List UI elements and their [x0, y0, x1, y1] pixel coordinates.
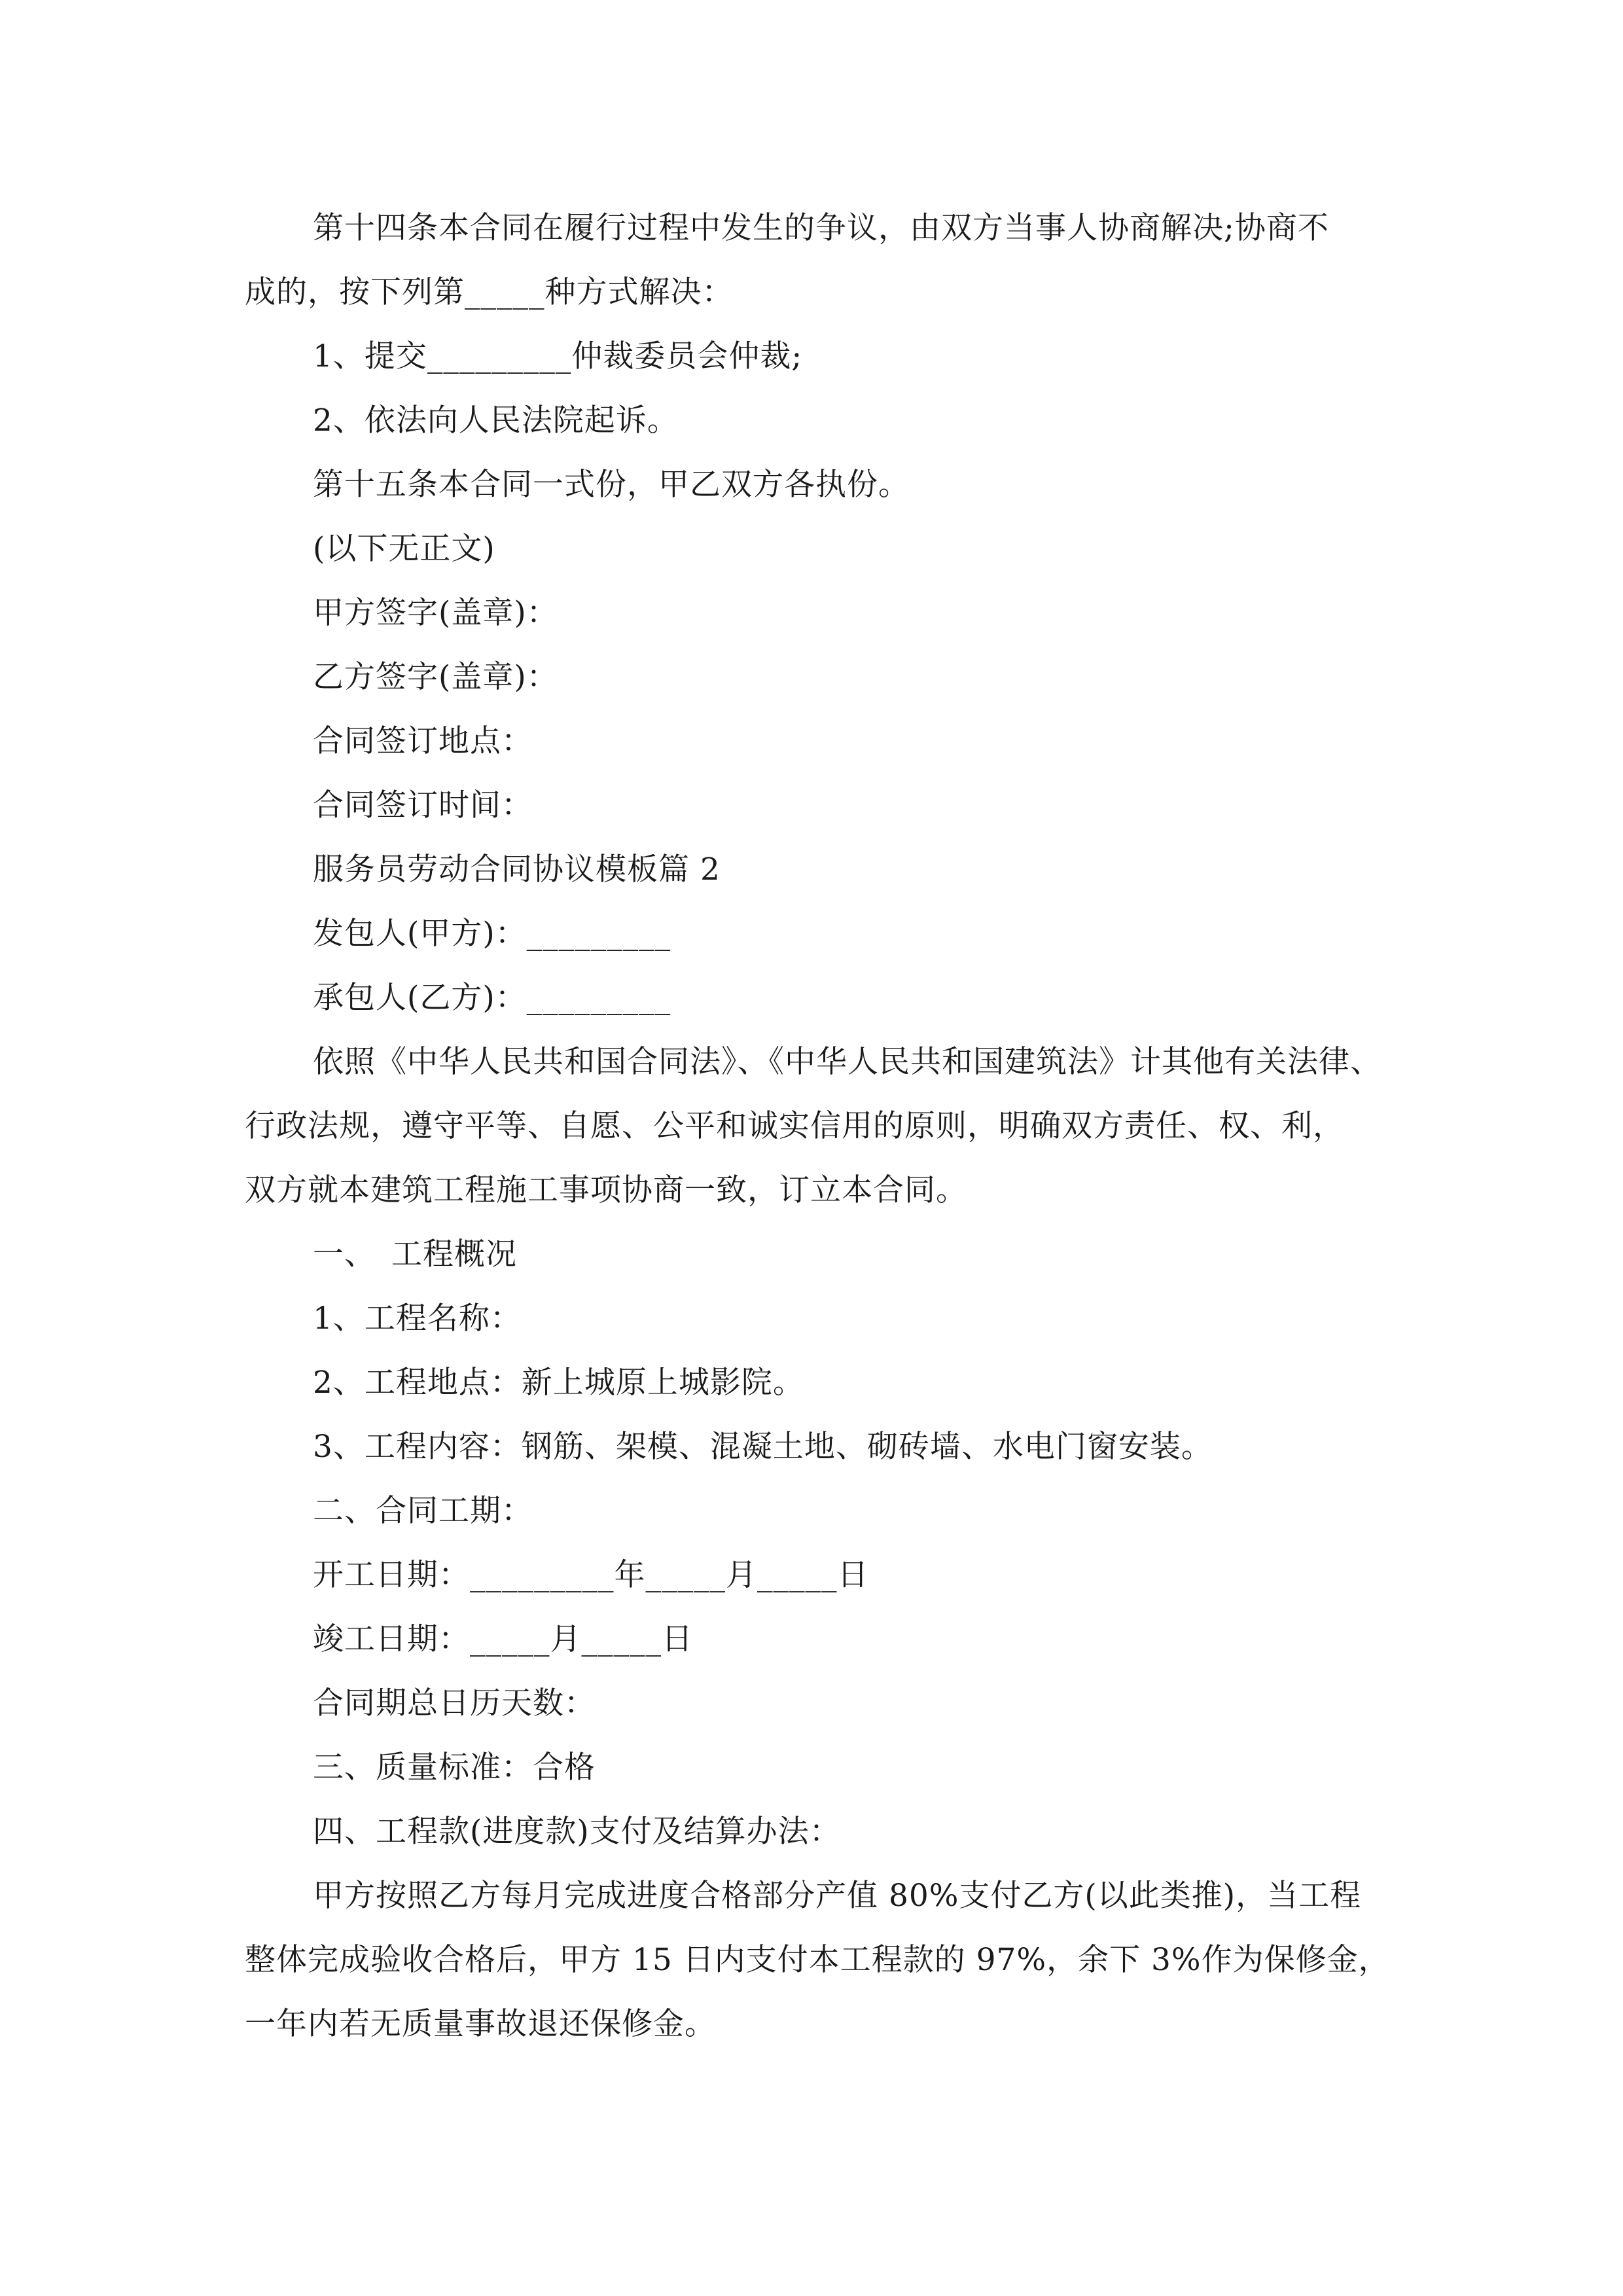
document-body — [245, 196, 1390, 2056]
section-1-number: 一、 — [313, 1236, 376, 1272]
payment-line-3: 一年内若无质量事故退还保修金。 — [245, 2006, 716, 2042]
no-body-note: (以下无正文) — [313, 531, 495, 567]
article-14-line-2: 成的，按下列第_____种方式解决： — [245, 274, 734, 310]
section-3-heading: 三、质量标准：合格 — [313, 1749, 596, 1785]
dispute-option-2: 2、依法向人民法院起诉。 — [313, 403, 679, 439]
article-14-line-1: 第十四条本合同在履行过程中发生的争议，由双方当事人协商解决;协商不 — [313, 210, 1329, 246]
payment-line-1: 甲方按照乙方每月完成进度合格部分产值 80%支付乙方(以此类推)，当工程 — [313, 1878, 1362, 1914]
legal-basis-line-3: 双方就本建筑工程施工事项协商一致，订立本合同。 — [245, 1172, 967, 1208]
start-date: 开工日期：_________年_____月_____日 — [313, 1557, 869, 1593]
section-4-heading: 四、工程款(进度款)支付及结算办法： — [313, 1814, 841, 1850]
project-content: 3、工程内容：钢筋、架模、混凝土地、砌砖墙、水电门窗安装。 — [313, 1429, 1213, 1465]
party-b-signature: 乙方签字(盖章)： — [313, 659, 558, 695]
project-location: 2、工程地点：新上城原上城影院。 — [313, 1365, 804, 1401]
section-2-heading: 二、合同工期： — [313, 1493, 533, 1529]
end-date: 竣工日期：_____月_____日 — [313, 1621, 693, 1657]
signing-place: 合同签订地点： — [313, 723, 533, 759]
contractor-party-a: 发包人(甲方)：_________ — [313, 916, 671, 952]
payment-line-2: 整体完成验收合格后，甲方 15 日内支付本工程款的 97%，余下 3%作为保修金， — [245, 1942, 1390, 1978]
section-1-heading — [245, 1223, 1381, 1287]
total-calendar-days: 合同期总日历天数： — [313, 1685, 596, 1721]
legal-basis-line-2: 行政法规，遵守平等、自愿、公平和诚实信用的原则，明确双方责任、权、利， — [245, 1108, 1344, 1144]
signing-time: 合同签订时间： — [313, 787, 533, 823]
contractor-party-b: 承包人(乙方)：_________ — [313, 980, 671, 1016]
article-15: 第十五条本合同一式份，甲乙双方各执份。 — [313, 467, 910, 503]
legal-basis-line-1: 依照《中华人民共和国合同法》、《中华人民共和国建筑法》计其他有关法律、 — [313, 1044, 1382, 1080]
party-a-signature: 甲方签字(盖章)： — [313, 595, 558, 631]
section-title: 服务员劳动合同协议模板篇 2 — [313, 852, 721, 888]
dispute-option-1: 1、提交_________仲裁委员会仲裁; — [313, 338, 803, 374]
section-1-title: 工程概况 — [391, 1236, 517, 1272]
project-name: 1、工程名称： — [313, 1300, 522, 1336]
